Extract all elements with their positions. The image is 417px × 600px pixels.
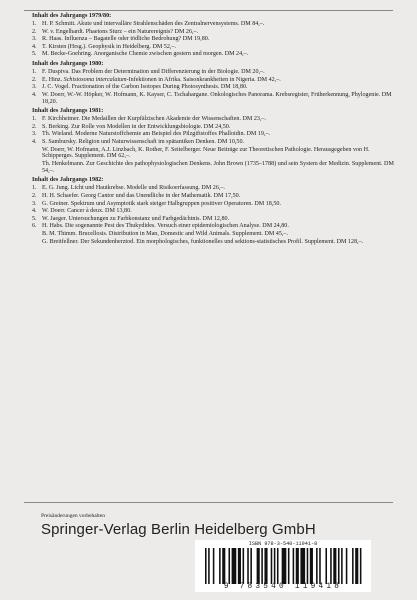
item-text: W. Doerr, W.-W. Höpker, W. Hofmann, K. Kayser, C. Tschahargane. Onkologisches Panorama. Krebsregister, Früherkennung, Phylogenie. DM 18,20.: [42, 91, 392, 105]
item-text: E. G. Jung. Licht und Hautkrebse. Modelle und Risikoerfassung. DM 26,–.: [42, 185, 225, 192]
isbn-barcode: [195, 540, 371, 592]
barcode-bar: [208, 548, 210, 584]
item-text: M. Becke-Goehring. Anorganische Chemie zwischen gestern und morgen. DM 24,–.: [42, 51, 249, 58]
item-text: B. M. Thimm. Brucellosis. Distribution in Man, Domestic and Wild Animals. Supplement. DM 45,–.: [42, 230, 288, 237]
barcode-bar: [257, 548, 260, 584]
item-text-part: -Infektionen in Afrika. Saisonkrankheiten in Nigeria. DM 42,–.: [126, 76, 281, 83]
item-text: F. Duspiva. Das Problem der Determination und Differenzierung in der Biologie. DM 20,–.: [42, 69, 265, 76]
item-text: Th. Henkelmann. Zur Geschichte des pathophysiologischen Denkens. John Brown (1735–1788) und sein System der Medizin. Supplement. DM 54,–.: [42, 160, 394, 174]
section-1980: [32, 60, 394, 105]
list-item: [32, 185, 394, 192]
list-item: [32, 69, 394, 76]
list-item: [32, 92, 394, 105]
top-rule: [24, 10, 393, 11]
item-number: 5.: [32, 215, 37, 222]
item-text: H. Habs. Die sogenannte Pest des Thukydides. Versuch einer epidemiologischen Analyse. DM 24,80.: [42, 223, 289, 230]
item-number: 1.: [32, 116, 37, 123]
item-number: [32, 161, 42, 174]
item-number: 1.: [32, 185, 37, 192]
barcode-bar: [271, 548, 273, 584]
barcode-bar: [307, 548, 309, 584]
item-number: 6.: [32, 223, 37, 230]
barcode-bar: [346, 548, 348, 584]
barcode-bar: [293, 548, 295, 584]
item-text: [42, 77, 394, 84]
list-item: [32, 139, 394, 146]
barcode-bar: [355, 548, 358, 584]
item-number: 3.: [32, 200, 37, 207]
barcode-bar: [310, 548, 313, 584]
item-number: 3.: [32, 36, 37, 43]
item-text: J. C. Vogel. Fractionation of the Carbon Isotopes During Photosynthesis. DM 18,80.: [42, 84, 248, 91]
list-item: [32, 77, 394, 84]
price-notice: Preisänderungen vorbehalten: [41, 513, 105, 519]
publisher-name: Springer-Verlag Berlin Heidelberg GmbH: [41, 521, 316, 538]
item-text: R. Haas. Influenza – Bagatelle oder tödliche Bedrohung? DM 19,80.: [42, 36, 210, 43]
list-item: [32, 216, 394, 223]
list-item: [32, 201, 394, 208]
item-text: W. Jaeger. Untersuchungen zu Farbkonstanz und Farbgedächtnis. DM 12,80.: [42, 215, 230, 222]
barcode-bar: [222, 548, 225, 584]
barcode-bar: [330, 548, 332, 584]
barcode-bar: [338, 548, 340, 584]
section-title: Inhalt des Jahrgangs 1982:: [32, 176, 104, 184]
list-item: [32, 44, 394, 51]
barcode-bar: [261, 548, 263, 584]
item-number: 2.: [32, 76, 37, 83]
barcode-bar: [219, 548, 221, 584]
list-item: [32, 193, 394, 200]
item-text: Th. Wieland. Moderne Naturstoffchemie am Beispiel des Pilzgiftstoffes Phalloidin. DM 19,–.: [42, 131, 271, 138]
barcode-bar: [247, 548, 249, 584]
item-number: 2.: [32, 192, 37, 199]
list-item: [32, 124, 394, 131]
barcode-bar: [360, 548, 362, 584]
item-text: G. Greiner. Spektrum und Asymptotik stark steiger Halbgruppen positiver Operatoren. DM 18,50.: [42, 200, 281, 207]
section-title: Inhalt des Jahrgangs 1981:: [32, 107, 104, 115]
item-text: F. Kirchheimer. Die Medaillen der Kurpfälzischen Akademie der Wissenschaften. DM 23,–.: [42, 116, 267, 123]
list-item: [32, 131, 394, 138]
barcode-bar: [232, 548, 237, 584]
barcode-bar: [228, 548, 230, 584]
list-item: [32, 36, 394, 43]
list-item: [32, 208, 394, 215]
item-text-part: E. Hinz.: [42, 76, 64, 83]
section-1981: [32, 107, 394, 174]
item-number: 3.: [32, 84, 37, 91]
section-1982: [32, 176, 394, 245]
item-text: W. Doerr, W. Hofmann, A.J. Linzbach, K. Rother, F. Seitelberger. Neue Beiträge zur Theoretischen Pathologie. Herausgegeben von H. Schipperges. Supplement. DM 62,–.: [42, 146, 370, 160]
item-number: 4.: [32, 139, 37, 146]
barcode-bar: [316, 548, 318, 584]
barcode-bar: [243, 548, 245, 584]
list-item: [32, 147, 394, 160]
item-number: 4.: [32, 91, 37, 98]
section-title: Inhalt des Jahrgangs 1980:: [32, 60, 104, 68]
barcode-bar: [296, 548, 299, 584]
item-text: S. Berking. Zur Rolle von Modellen in der Entwicklungsbiologie. DM 24,50.: [42, 123, 231, 130]
barcode-bar: [319, 548, 321, 584]
list-item: [32, 21, 394, 28]
barcode-bar: [352, 548, 354, 584]
list-item: [32, 223, 394, 230]
item-number: [32, 231, 42, 238]
list-item: [32, 29, 394, 36]
item-number: 4.: [32, 43, 37, 50]
item-number: [32, 239, 42, 246]
barcode-bars: [203, 548, 365, 584]
item-number: 1.: [32, 21, 37, 27]
list-item: [32, 239, 394, 246]
barcode-bar: [213, 548, 215, 584]
item-text: G. Breitfellner. Der Sekundenherztod. Ein morphologisches, funktionelles und sektions-statistisches Profil. Supplement. DM 128,–.: [42, 238, 364, 245]
barcode-bar: [238, 548, 241, 584]
barcode-bar: [325, 548, 327, 584]
isbn-text: ISBN 978-3-540-11941-8: [248, 541, 318, 547]
list-item: [32, 231, 394, 238]
item-text: S. Sambursky. Religion und Naturwissenschaft im spätantiken Denken. DM 10,50.: [42, 139, 245, 146]
barcode-bar: [277, 548, 279, 584]
barcode-bar: [274, 548, 276, 584]
barcode-bar: [341, 548, 343, 584]
item-number: 2.: [32, 28, 37, 35]
item-text: T. Kirsten (Hrsg.). Geophysik in Heidelberg. DM 52,–.: [42, 43, 176, 50]
item-text-italic: Schistosoma intercalatum: [63, 76, 127, 83]
section-title: Inhalt des Jahrgangs 1979/80:: [32, 12, 112, 19]
barcode-bar: [288, 548, 290, 584]
barcode-bar: [205, 548, 207, 584]
item-number: 3.: [32, 131, 37, 138]
section-1979-80: [32, 12, 394, 58]
item-text: H. H. Schaefer. Georg Cantor und das Unendliche in der Mathematik. DM 17,50.: [42, 192, 241, 199]
barcode-bar: [333, 548, 336, 584]
barcode-digits: 9 783540 119418: [223, 583, 343, 591]
item-number: 4.: [32, 208, 37, 215]
list-item: [32, 161, 394, 174]
item-number: [32, 147, 42, 160]
barcode-bar: [282, 548, 287, 584]
item-text: H. P. Schmitt. Akute und intervalläre Strahlenschäden des Zentralnervensystems. DM 84,–.: [42, 21, 265, 27]
item-text: W. v. Engelhardt. Phaetons Sturz – ein Naturereignis? DM 26,–.: [42, 28, 199, 35]
list-item: [32, 84, 394, 91]
list-item: [32, 51, 394, 58]
barcode-bar: [250, 548, 252, 584]
item-number: 5.: [32, 51, 37, 58]
barcode-bar: [264, 548, 267, 584]
bottom-rule: [24, 502, 393, 503]
barcode-bar: [300, 548, 305, 584]
item-text: W. Doerr. Cancer à deux. DM 13,80.: [42, 208, 132, 215]
list-item: [32, 116, 394, 123]
publication-list: [32, 12, 394, 247]
item-number: 2.: [32, 123, 37, 130]
item-number: 1.: [32, 69, 37, 76]
